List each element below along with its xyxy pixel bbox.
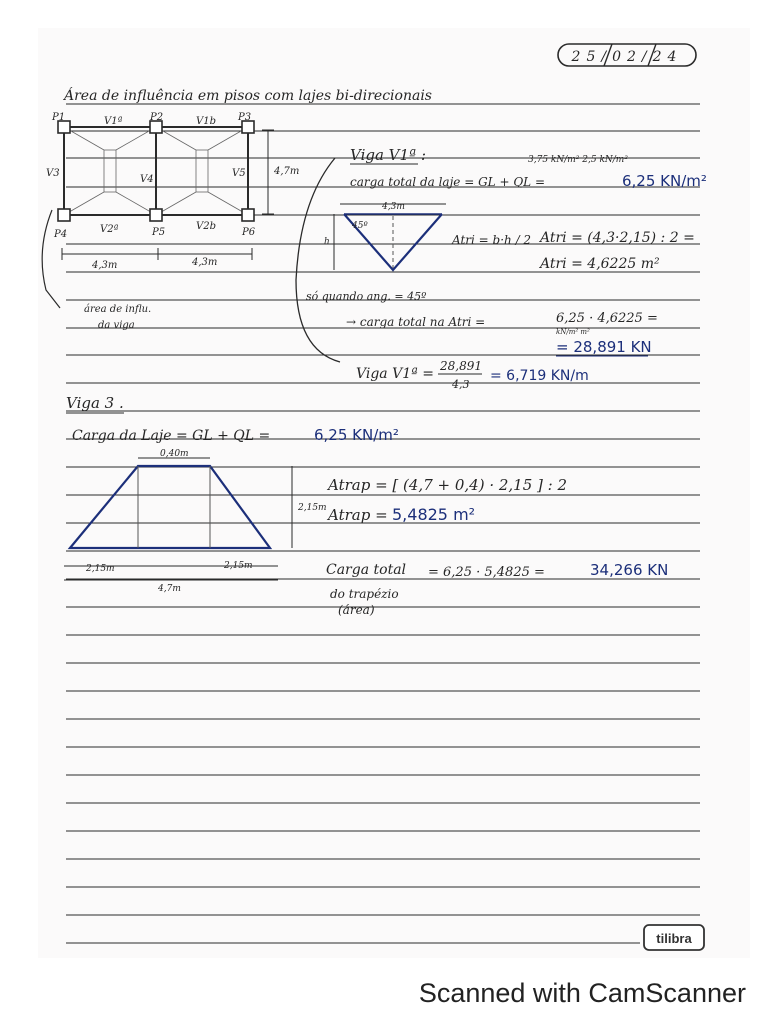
v1-angle-note: só quando ang. = 45º — [306, 290, 427, 303]
beam-label: V2b — [196, 221, 216, 232]
plan-span-dim: 4,3m — [192, 257, 218, 268]
v1-atri-formula: Atri = b·h / 2 — [452, 233, 532, 247]
plan-height-dim: 4,7m — [274, 166, 300, 177]
pillar-label: P5 — [152, 227, 166, 238]
v3-carga-total-line3: (área) — [338, 603, 375, 617]
v3-carga-total-line1: Carga total — [326, 562, 407, 578]
v1-viga-frac-num: 28,891 — [440, 359, 482, 373]
v3-carga-value: 6,25 KN/m² — [314, 426, 399, 444]
v3-heading: Viga 3 . — [66, 394, 124, 412]
plan-note: área de influ. — [84, 304, 152, 315]
v1-carga-label: carga total da laje = GL + QL = — [350, 175, 545, 189]
v1-tri-angle: 45º — [352, 221, 368, 231]
v1-carga-top: 3,75 kN/m² 2,5 kN/m² — [528, 155, 628, 165]
tilibra-logo — [644, 925, 704, 950]
v3-total-base: 4,7m — [158, 584, 181, 594]
v1-carga-atri-label: → carga total na Atri = — [346, 315, 486, 329]
v3-atrap-value: 5,4825 m² — [392, 505, 476, 524]
v1-carga-atri-units: kN/m² m² — [556, 328, 590, 336]
date-text: 25/02/24 — [571, 49, 683, 65]
v1-atri-value: Atri = 4,6225 m² — [540, 256, 660, 272]
v1-viga-value: = 6,719 KN/m — [490, 368, 589, 384]
v1-carga-atri-calc: 6,25 · 4,6225 = — [556, 311, 658, 326]
v1-tri-h: h — [324, 237, 330, 247]
pillar-label: P6 — [242, 227, 256, 238]
plan-span-dim: 4,3m — [92, 260, 118, 271]
brand-text: tilibra — [656, 931, 692, 946]
beam-label: V5 — [232, 168, 246, 179]
v1-heading: Viga V1ª : — [350, 146, 427, 164]
camscanner-footer: Scanned with CamScanner — [418, 978, 746, 1008]
v3-carga-total-value: 34,266 KN — [590, 561, 669, 579]
v1-tri-width: 4,3m — [382, 202, 405, 212]
v3-carga-label: Carga da Laje = GL + QL = — [72, 428, 271, 444]
beam-label: V1b — [196, 116, 216, 127]
pillar-label: P2 — [150, 112, 164, 123]
beam-label: V3 — [46, 168, 60, 179]
v3-height: 2,15m — [298, 503, 327, 513]
v3-carga-total-line2: do trapézio — [330, 587, 399, 601]
v3-atrap-calc: Atrap = [ (4,7 + 0,4) · 2,15 ] : 2 — [328, 476, 568, 494]
pillar-label: P4 — [54, 229, 68, 240]
v1-carga-value: 6,25 KN/m² — [622, 172, 707, 190]
beam-label: V4 — [140, 174, 154, 185]
v1-carga-atri-value: = 28,891 KN — [556, 338, 652, 356]
beam-label: V2ª — [100, 224, 119, 235]
pillar-label: P1 — [52, 112, 66, 123]
v3-atrap-value-label: Atrap = — [328, 506, 388, 524]
v1-atri-calc: Atri = (4,3·2,15) : 2 = — [540, 230, 695, 246]
v1-viga-label: Viga V1ª = — [356, 366, 434, 382]
page-title: Área de influência em pisos com lajes bi-direcionais — [64, 88, 432, 104]
beam-label: V1ª — [104, 116, 123, 127]
v3-left-base: 2,15m — [86, 564, 115, 574]
v3-top-width: 0,40m — [160, 449, 189, 459]
plan-note: da viga — [98, 320, 135, 331]
v3-carga-total-calc: = 6,25 · 5,4825 = — [428, 565, 545, 580]
pillar-label: P3 — [238, 112, 252, 123]
v3-right-base: 2,15m — [224, 561, 253, 571]
v1-viga-frac-den: 4,3 — [452, 378, 470, 391]
